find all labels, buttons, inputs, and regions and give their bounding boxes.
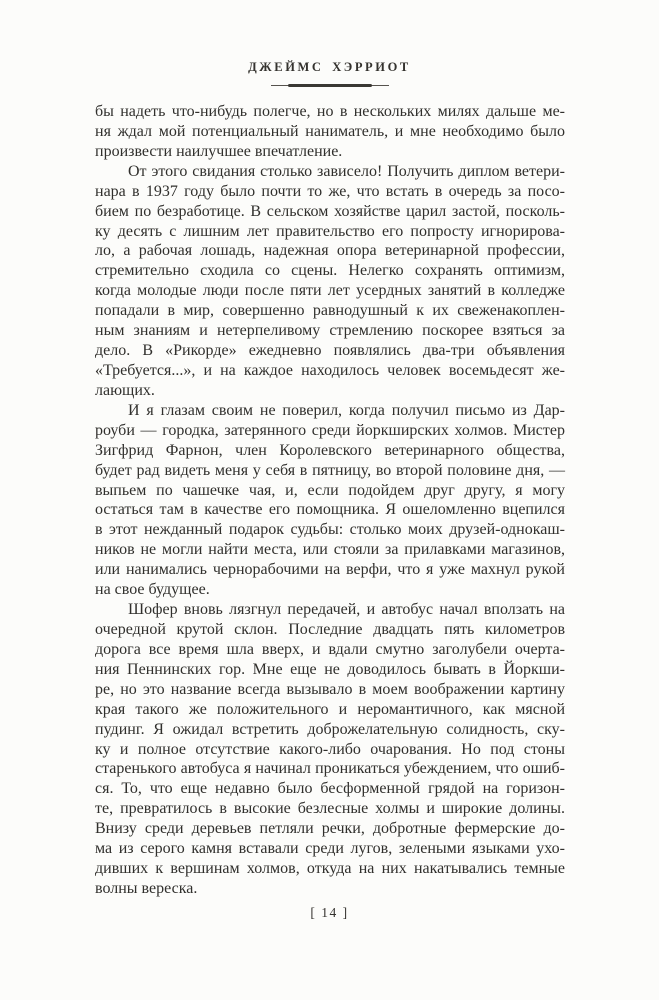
running-header	[0, 60, 659, 87]
text-line: пудинг. Я ожидал встретить доброжелательную солидность, ску-	[95, 720, 565, 738]
text-line: стремительно сходила со сцены. Нелегко сохранять оптимизм,	[95, 262, 565, 280]
text-line: дело. В «Рикорде» ежедневно появлялись два-три объявления	[95, 342, 565, 360]
text-line: в этот нежданный подарок судьбы: столько моих друзей-однокаш-	[95, 521, 565, 539]
text-line: ников не могли найти места, или стояли за прилавками магазинов,	[95, 541, 565, 559]
text-line: те, превратилось в высокие безлесные холмы и широкие долины.	[95, 800, 565, 818]
page-footer	[0, 905, 659, 921]
text-line: попадали в мир, совершенно равнодушный к их свеженакоплен-	[95, 302, 565, 320]
divider-thick-line	[288, 84, 372, 87]
text-line: роуби — городка, затерянного среди йоркширских холмов. Мистер	[95, 421, 565, 439]
text-line: Шофер вновь лязгнул передачей, и автобус начал вползать на	[128, 601, 565, 619]
text-line: Зигфрид Фарнон, член Королевского ветеринарного общества,	[95, 441, 565, 459]
header-divider-rule	[271, 84, 389, 87]
text-line: очередной крутой склон. Последние двадцать пять километров	[95, 620, 565, 638]
paragraph	[95, 600, 565, 899]
text-line: ло, а рабочая лошадь, надежная опора ветеринарной профессии,	[95, 242, 565, 260]
text-line: ся. То, что еще недавно было бесформенной грядой на горизон-	[95, 780, 565, 798]
page-body-text	[95, 102, 565, 899]
text-line: произвести наилучшее впечатление.	[95, 142, 343, 160]
text-line: ре, но это название всегда вызывало в моем воображении картину	[95, 680, 565, 698]
paragraph	[95, 401, 565, 600]
text-line: остаться там в качестве его помощника. Я ошеломленно вцепился	[95, 501, 565, 519]
text-line: Внизу среди деревьев петляли речки, добротные фермерские до-	[95, 820, 565, 838]
text-line: От этого свидания столько зависело! Получить диплом ветери-	[128, 162, 565, 180]
text-line: старенького автобуса я начинал проникаться убеждением, что ошиб-	[95, 760, 565, 778]
text-line: нара в 1937 году было почти то же, что встать в очередь за посо-	[95, 182, 565, 200]
text-line: будет рад видеть меня у себя в пятницу, во второй половине дня, —	[95, 461, 565, 479]
text-line: края такого же положительного и неромантичного, как мясной	[95, 700, 565, 718]
text-line: бием по безработице. В сельском хозяйстве царил застой, посколь-	[95, 202, 565, 220]
running-header-title: ДЖЕЙМС ХЭРРИОТ	[248, 60, 411, 74]
text-line: на свое будущее.	[95, 581, 210, 599]
text-line: ным знаниям и нетерпеливому стремлению поскорее взяться за	[95, 322, 565, 340]
text-line: «Требуется...», и на каждое находилось человек восемьдесят же-	[95, 361, 565, 379]
paragraph	[95, 162, 565, 401]
text-line: лающих.	[95, 381, 155, 399]
text-line: ку десять с лишним лет правительство его попросту игнорирова-	[95, 222, 565, 240]
page-number: [ 14 ]	[310, 905, 349, 920]
paragraph	[95, 102, 565, 162]
text-line: дивших к вершинам холмов, откуда на них накатывались темные	[95, 860, 565, 878]
text-line: или нанимались чернорабочими на верфи, что я уже махнул рукой	[95, 561, 565, 579]
text-line: когда молодые люди после пяти лет усердных занятий в колледже	[95, 282, 565, 300]
text-line: ма из серого камня вставали среди лугов, зелеными языками ухо-	[95, 840, 565, 858]
text-line: дорога все время шла вверх, и вдали смутно заголубели очерта-	[95, 640, 565, 658]
text-line: выпьем по чашечке чая, и, если подойдем друг другу, я могу	[95, 481, 565, 499]
text-line: бы надеть что-нибудь полегче, но в нескольких милях дальше ме-	[95, 103, 565, 120]
text-line: ния Пеннинских гор. Мне еще не доводилось бывать в Йоркши-	[95, 660, 565, 678]
text-line: ку и полное отсутствие какого-либо очарования. Но под стоны	[95, 740, 565, 758]
text-line: ня ждал мой потенциальный наниматель, и мне необходимо было	[95, 122, 565, 140]
text-line: волны вереска.	[95, 879, 198, 897]
text-line: И я глазам своим не поверил, когда получил письмо из Дар-	[128, 401, 565, 419]
